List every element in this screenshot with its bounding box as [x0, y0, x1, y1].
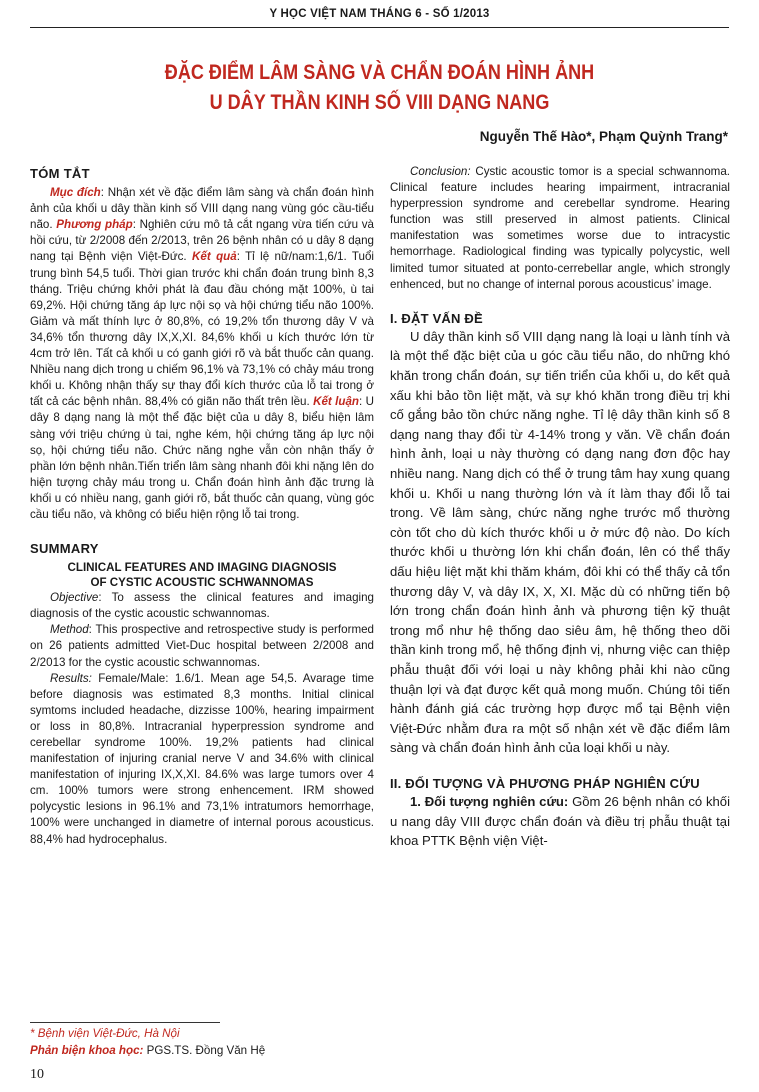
section-2-paragraph: [390, 792, 730, 851]
method-label: Method: [50, 623, 89, 637]
objective-label: Objective: [50, 591, 99, 605]
section-2-heading: II. ĐỐI TƯỢNG VÀ PHƯƠNG PHÁP NGHIÊN CỨU: [390, 775, 700, 791]
summary-title-line-2: OF CYSTIC ACOUSTIC SCHWANNOMAS: [90, 576, 314, 590]
title-line-1: ĐẶC ĐIỂM LÂM SÀNG VÀ CHẨN ĐOÁN HÌNH ẢNH: [164, 61, 595, 84]
phuong-phap-label: Phương pháp: [56, 218, 133, 232]
ket-qua-text: : Tỉ lệ nữ/nam:1,6/1. Tuổi trung bình 54,5 tuổi. Thời gian trước khi chẩn đoán trung bình 8,3 tháng. Triệu chứng khởi phát là đau đầu chóng mặt 100%, ù tai 69,2%. Hội chứng tăng áp lực nội sọ và hội chứng tiểu não 100%. Giảm và mất thính lực ở 80,8%, có 19,2% tổn thương dây V và 34,6% tổn thương dây IX,X,XI. 84,6% khối u kích thước lớn từ 4cm trở lên. Tất cả khối u có ganh giới rõ và bắt thuốc cản quang. Nhiều nang dịch trong u chiếm 96,1% và 73,1% có chảy máu trong khối u. Không nhận thấy sự thay đổi kích thước của lỗ tai trong ở tất cả các bệnh nhân. 88,4% có giãn não thất trên lều.: [30, 250, 375, 409]
footnote: [30, 1025, 265, 1059]
page-number: 10: [30, 1067, 44, 1082]
authors: Nguyễn Thế Hào*, Phạm Quỳnh Trang*: [479, 129, 728, 144]
summary-method: [30, 622, 374, 670]
footnote-reviewer: [30, 1042, 265, 1059]
phuong-phap-text: : Nghiên cứu mô tả cắt ngang vừa tiến cứu và hồi cứu, từ 2/2008 đến 2/2013, trên 26 bệnh nhân có u dây 8 dạng nang tại Bệnh viện Việt-Đức.: [30, 218, 374, 264]
method-text: : This prospective and retrospective study is performed on 26 patients admitted Viet-Duc hospital between 2/2008 and 2/2013 for the cystic acoustic schwannomas.: [30, 623, 374, 669]
objective-text: : To assess the clinical features and imaging diagnosis of the cystic acoustic schwannomas.: [30, 591, 374, 621]
ket-luan-text: : U dây 8 dạng nang là một thể đặc biệt của u dây 8, biểu hiện lâm sàng với triệu chứng ù tai, nghe kém, hội chứng tăng áp lực nội sọ, hội chứng tiểu não. Chức năng nghe vẫn còn nhận thấy ở phần lớn bệnh nhân.Tiến triển lâm sàng nhanh đôi khi nặng lên do hiện tượng chảy máu trong u. Chẩn đoán hình ảnh đặc trưng là khối u có nhiều nang, ganh giới rõ, bắt thuốc cản quang, vùng góc cầu tiểu não, và không có biểu hiện rộng lỗ tai trong.: [30, 395, 374, 521]
summary-objective: [30, 590, 374, 622]
running-header: Y HỌC VIỆT NAM THÁNG 6 - SỐ 1/2013: [269, 8, 490, 20]
ket-qua-label: Kết quả: [192, 250, 237, 264]
reviewer-label: Phản biện khoa học:: [30, 1044, 144, 1057]
section-1-heading: I. ĐẶT VẤN ĐỀ: [390, 310, 483, 326]
muc-dich-text: : Nhận xét về đặc điểm lâm sàng và chẩn đoán hình ảnh của khối u dây thần kinh số VIII dạng nang vùng góc cầu-tiểu não.: [30, 186, 374, 232]
summary-conclusion: [390, 164, 730, 293]
left-column: [30, 166, 374, 848]
section-1-text: U dây thần kinh số VIII dạng nang là loại u lành tính và là một thể đặc biệt của u góc cầu tiểu não, do những khó khăn trong chẩn đoán, sự tiến triển của khối u, do kết quả xấu khi bảo tồn liệt mặt, và sự khó khăn trong điều trị khi cố gắng bảo tồn chức năng nghe. Tỉ lệ dây thần kinh số 8 dạng nang thay đổi từ 4-14% trong y văn. Về chẩn đoán hình ảnh, loại u này thường có dạng nang đơn độc hay nhiều nang. Nang dịch có thể ở trung tâm hay xung quang khối u. Khối u nang thường lớn và ít làm thay đổi lỗ tai trong. Về lâm sàng, chức năng nghe trước mổ thường còn tốt cho dù kích thước khối u ở mức độ nào. Do kích thước khối u thường lớn khi chẩn đoán, lên có thể thấy dấu hiệu liệt mặt khi thăm khám, đôi khi có thể thấy cả tổn thương dây V, và dây IX, X, XI. Mặc dù có những tiến bộ lớn trong chẩn đoán hình ảnh và phương tiện kỹ thuật trong mổ như hệ thống dao siêu âm, hệ thống theo dõi thần kinh trong mổ, hệ thống định vị, nhưng việc can thiệp phẫu thuật đối với loại u này không phải khi nào cũng thuận lợi và đạt được kết quả mong muốn. Chúng tôi tiến hành đánh giá các trường hợp được mổ tại Bệnh viện Việt-Đức nhằm đưa ra một số nhận xét về đặc điểm lâm sàng và chẩn đoán hình ảnh của loại khối u này.: [390, 328, 730, 756]
tomtat-heading: TÓM TẮT: [30, 166, 90, 181]
section-2-sub-label: 1. Đối tượng nghiên cứu:: [410, 794, 569, 809]
summary-title-line-1: CLINICAL FEATURES AND IMAGING DIAGNOSIS: [67, 561, 337, 575]
tomtat-body: [30, 185, 374, 523]
reviewer-name: PGS.TS. Đồng Văn Hệ: [143, 1044, 266, 1057]
right-column: [390, 164, 730, 851]
footnote-affiliation: * Bệnh viện Việt-Đức, Hà Nội: [30, 1027, 180, 1040]
header-rule: [30, 27, 729, 28]
results-text: Female/Male: 1.6/1. Mean age 54,5. Avarage time before diagnosis was estimated 8,3 months. Initial clinical symtoms included headache, dizzisse 100%, hearing impairment or loss in 80,8%. Intracranial hyperpression syndrome and cerebellar syndrome 100%. 19,2% patients had clinical manifestation of injuring cranial nerve V and 34.6% with clinical manifestation of injuring IX,X,XI. 84.6% was large tumors over 4 cm. 100% tumors were strong enhencement. IRM showed polycystic lesions in 96.1% and 73,1% intratumors hemorrhage, 100% were unchanged in diametre of internal porous acousticus. 88,4% had hydrocephalus.: [30, 671, 374, 846]
conclusion-text: Cystic acoustic tomor is a special schwannoma. Clinical feature includes hearing impairment, intracranial hyperpression syndrome and cerebellar syndrome. Hearing function was still preserved in almost patients. Clinical manifestation was sometimes worse due to intracystic hemorrhage. Radiological finding was typically polycystic, well limited tumor situated at ponto-cerrebellar angle, which strongly enhenced, but no change of internal porous acousticus’ image.: [390, 165, 730, 291]
conclusion-label: Conclusion:: [410, 165, 471, 178]
summary-results: [30, 671, 374, 848]
ket-luan-label: Kết luận: [313, 395, 359, 409]
section-2-sub-text: Gồm 26 bệnh nhân có khối u nang dây VIII được chẩn đoán và điều trị phẫu thuật tại khoa PTTK Bệnh viện Việt-: [390, 794, 730, 849]
summary-heading: SUMMARY: [30, 541, 99, 557]
title-line-2: U DÂY THẦN KINH SỐ VIII DẠNG NANG: [209, 91, 550, 114]
results-label: Results:: [50, 671, 92, 685]
muc-dich-label: Mục đích: [50, 186, 101, 200]
article-title: [105, 58, 655, 118]
footnote-rule: [30, 1022, 220, 1023]
